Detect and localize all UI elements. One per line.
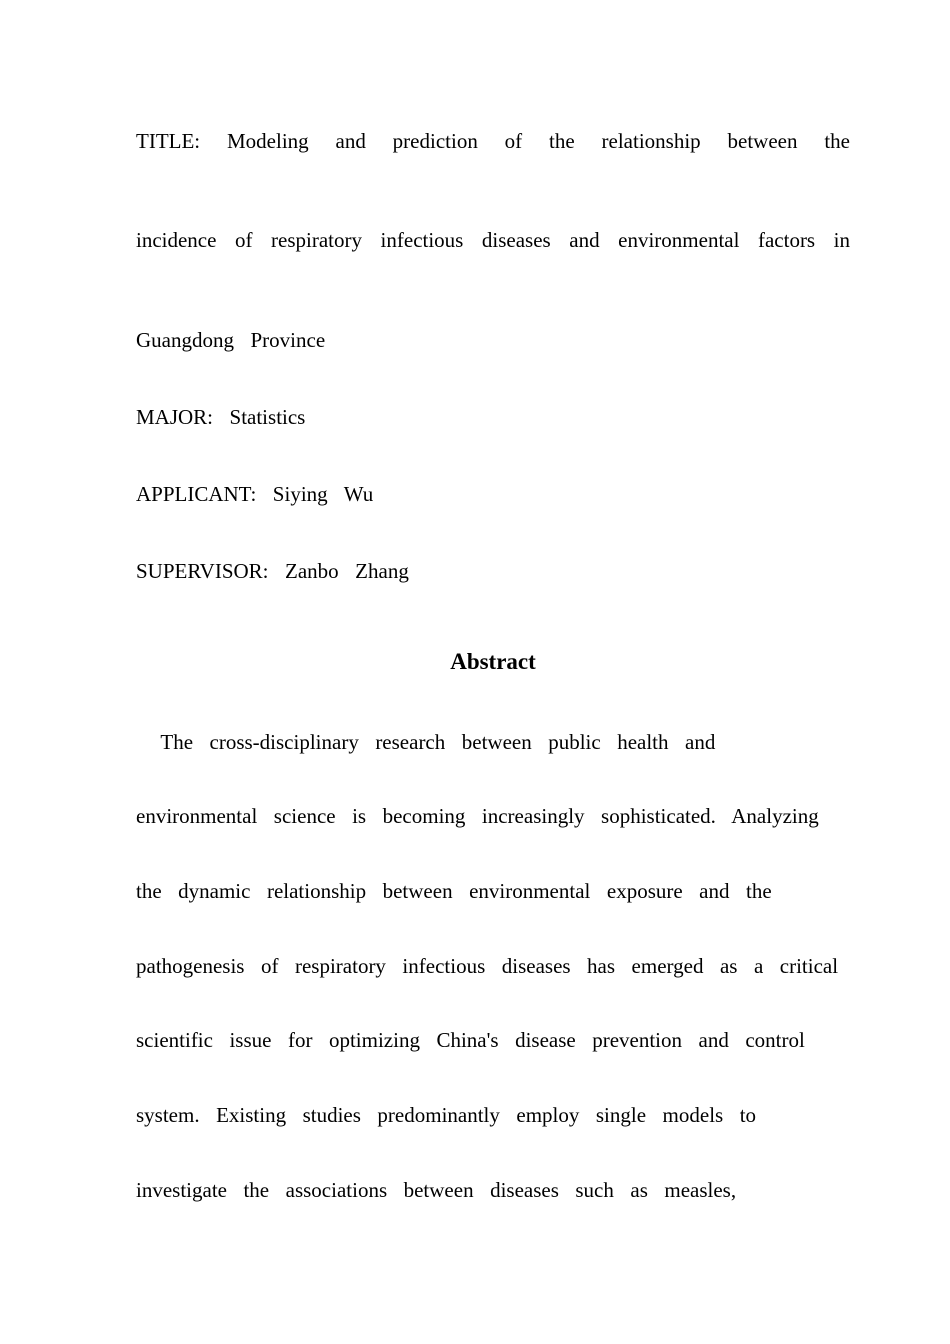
major-line: MAJOR: Statistics — [136, 405, 306, 429]
abstract-line-3: the dynamic relationship between environmental exposure and the — [136, 879, 772, 903]
abstract-heading: Abstract — [450, 649, 536, 674]
abstract-line-6: system. Existing studies predominantly employ single models to — [136, 1103, 757, 1127]
abstract-line-1: The cross-disciplinary research between public health and — [136, 730, 716, 754]
abstract-line-2: environmental science is becoming increasingly sophisticated. Analyzing — [136, 804, 819, 828]
title-line-3: Guangdong Province — [136, 328, 326, 352]
abstract-line-4: pathogenesis of respiratory infectious diseases has emerged as a critical — [136, 954, 839, 978]
abstract-line-5: scientific issue for optimizing China's disease prevention and control — [136, 1028, 805, 1052]
applicant-line: APPLICANT: Siying Wu — [136, 482, 374, 506]
supervisor-line: SUPERVISOR: Zanbo Zhang — [136, 559, 409, 583]
title-line-1: TITLE: Modeling and prediction of the relationship between the — [136, 129, 850, 153]
abstract-line-7: investigate the associations between diseases such as measles, — [136, 1178, 737, 1202]
title-line-2: incidence of respiratory infectious diseases and environmental factors in — [136, 228, 850, 252]
